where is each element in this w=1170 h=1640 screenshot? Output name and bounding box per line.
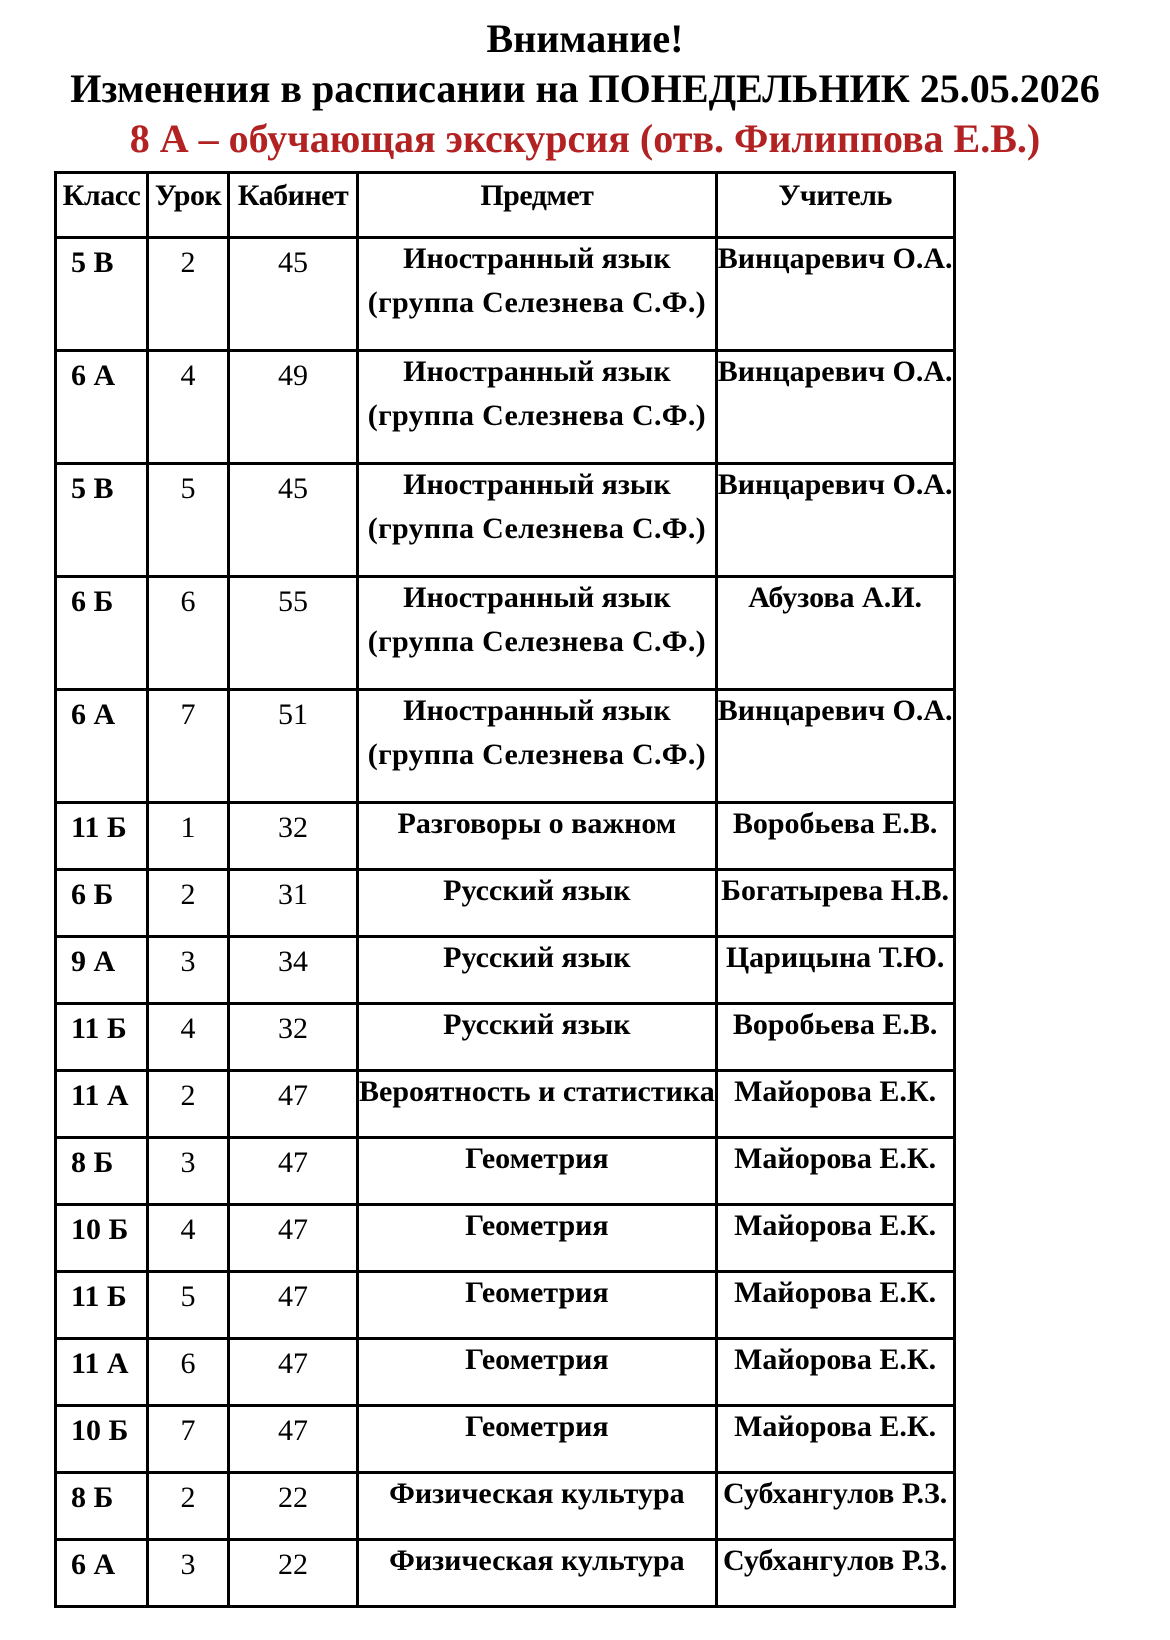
table-row [56,464,955,577]
subject-name: Русский язык [443,874,631,907]
column-header-subject: Предмет [358,173,717,238]
lesson-cell: 6 [148,577,229,690]
subject-name: Вероятность и статистика [359,1075,715,1108]
teacher-cell: Воробьева Е.В. [716,1004,954,1071]
table-row [56,937,955,1004]
lesson-cell: 3 [148,1540,229,1607]
subject-cell [358,1473,717,1540]
subject-name: Геометрия [465,1142,609,1175]
teacher-cell: Субхангулов Р.З. [716,1473,954,1540]
room-cell: 47 [229,1071,358,1138]
subject-name: Геометрия [465,1276,609,1309]
room-cell: 32 [229,1004,358,1071]
table-row [56,577,955,690]
lesson-cell: 4 [148,1205,229,1272]
class-cell: 10 Б [56,1406,148,1473]
room-cell: 47 [229,1272,358,1339]
teacher-cell: Абузова А.И. [716,577,954,690]
lesson-cell: 5 [148,1272,229,1339]
table-row [56,1205,955,1272]
class-cell: 6 А [56,690,148,803]
teacher-cell: Майорова Е.К. [716,1406,954,1473]
lesson-cell: 1 [148,803,229,870]
class-cell: 6 А [56,1540,148,1607]
class-cell: 5 В [56,464,148,577]
teacher-cell: Богатырева Н.В. [716,870,954,937]
room-cell: 45 [229,238,358,351]
teacher-cell: Майорова Е.К. [716,1339,954,1406]
class-cell: 8 Б [56,1473,148,1540]
subject-name: Разговоры о важном [397,807,677,840]
table-row [56,1339,955,1406]
attention-title: Внимание! [486,16,684,61]
room-cell: 49 [229,351,358,464]
subject-cell [358,1540,717,1607]
table-row [56,1406,955,1473]
table-row [56,1540,955,1607]
subject-cell [358,464,717,577]
teacher-cell: Субхангулов Р.З. [716,1540,954,1607]
subject-group-note: (группа Селезнева С.Ф.) [367,625,706,658]
room-cell: 51 [229,690,358,803]
table-header-row [56,173,955,238]
subject-name: Иностранный язык [403,581,671,614]
teacher-cell: Винцаревич О.А. [716,238,954,351]
teacher-cell: Майорова Е.К. [716,1272,954,1339]
table-row [56,1138,955,1205]
class-cell: 6 А [56,351,148,464]
teacher-cell: Царицына Т.Ю. [716,937,954,1004]
teacher-cell: Майорова Е.К. [716,1138,954,1205]
lesson-cell: 7 [148,690,229,803]
subject-name: Физическая культура [389,1477,685,1510]
subject-group-note: (группа Селезнева С.Ф.) [367,738,706,771]
lesson-cell: 3 [148,937,229,1004]
table-row [56,1071,955,1138]
column-header-class: Класс [56,173,148,238]
subject-cell [358,351,717,464]
subject-name: Русский язык [443,941,631,974]
column-header-room: Кабинет [229,173,358,238]
column-header-teacher: Учитель [716,173,954,238]
lesson-cell: 2 [148,1071,229,1138]
subject-cell [358,1071,717,1138]
subject-group-note: (группа Селезнева С.Ф.) [367,399,706,432]
subject-cell [358,870,717,937]
room-cell: 55 [229,577,358,690]
table-row [56,1004,955,1071]
subject-cell [358,577,717,690]
class-cell: 11 Б [56,1004,148,1071]
teacher-cell: Майорова Е.К. [716,1205,954,1272]
changes-title: Изменения в расписании на ПОНЕДЕЛЬНИК 25.05.2026 [70,66,1100,111]
subject-cell [358,1339,717,1406]
lesson-cell: 4 [148,351,229,464]
class-cell: 6 Б [56,870,148,937]
room-cell: 47 [229,1339,358,1406]
subject-name: Иностранный язык [403,355,671,388]
teacher-cell: Майорова Е.К. [716,1071,954,1138]
teacher-cell: Винцаревич О.А. [716,351,954,464]
teacher-cell: Винцаревич О.А. [716,464,954,577]
class-cell: 10 Б [56,1205,148,1272]
lesson-cell: 7 [148,1406,229,1473]
class-cell: 8 Б [56,1138,148,1205]
table-row [56,351,955,464]
lesson-cell: 2 [148,1473,229,1540]
lesson-cell: 5 [148,464,229,577]
table-row [56,803,955,870]
room-cell: 34 [229,937,358,1004]
class-cell: 6 Б [56,577,148,690]
subject-name: Геометрия [465,1410,609,1443]
subject-cell [358,1406,717,1473]
room-cell: 47 [229,1138,358,1205]
subject-cell [358,1004,717,1071]
subject-cell [358,1272,717,1339]
room-cell: 22 [229,1473,358,1540]
subject-name: Физическая культура [389,1544,685,1577]
teacher-cell: Воробьева Е.В. [716,803,954,870]
class-cell: 11 А [56,1071,148,1138]
subject-cell [358,690,717,803]
class-cell: 5 В [56,238,148,351]
teacher-cell: Винцаревич О.А. [716,690,954,803]
table-row [56,870,955,937]
table-row [56,238,955,351]
subject-cell [358,803,717,870]
subject-cell [358,937,717,1004]
class-cell: 11 Б [56,803,148,870]
room-cell: 47 [229,1205,358,1272]
lesson-cell: 2 [148,870,229,937]
lesson-cell: 4 [148,1004,229,1071]
excursion-notice: 8 А – обучающая экскурсия (отв. Филиппова Е.В.) [129,116,1041,161]
subject-cell [358,238,717,351]
room-cell: 31 [229,870,358,937]
lesson-cell: 6 [148,1339,229,1406]
table-body [56,238,955,1607]
subject-name: Иностранный язык [403,242,671,275]
schedule-changes-table [54,171,956,1608]
class-cell: 9 А [56,937,148,1004]
lesson-cell: 3 [148,1138,229,1205]
subject-name: Геометрия [465,1209,609,1242]
table-row [56,1473,955,1540]
subject-group-note: (группа Селезнева С.Ф.) [367,286,706,319]
room-cell: 22 [229,1540,358,1607]
class-cell: 11 А [56,1339,148,1406]
subject-name: Иностранный язык [403,468,671,501]
announcement-header [0,14,1170,164]
subject-cell [358,1205,717,1272]
table-row [56,690,955,803]
subject-cell [358,1138,717,1205]
lesson-cell: 2 [148,238,229,351]
subject-name: Иностранный язык [403,694,671,727]
table-row [56,1272,955,1339]
column-header-lesson: Урок [148,173,229,238]
class-cell: 11 Б [56,1272,148,1339]
room-cell: 45 [229,464,358,577]
room-cell: 32 [229,803,358,870]
subject-name: Русский язык [443,1008,631,1041]
subject-name: Геометрия [465,1343,609,1376]
subject-group-note: (группа Селезнева С.Ф.) [367,512,706,545]
room-cell: 47 [229,1406,358,1473]
